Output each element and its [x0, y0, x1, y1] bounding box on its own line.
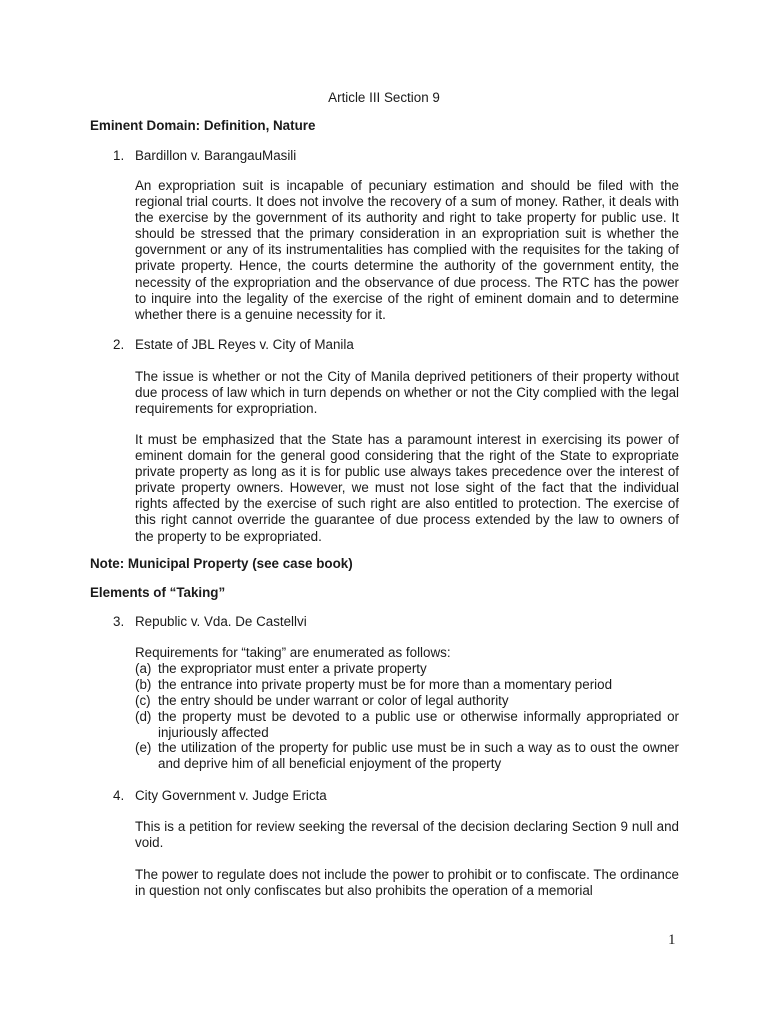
page-title: Article III Section 9 [328, 90, 440, 105]
requirement-label: (b) [135, 677, 152, 692]
case-number: 3. [113, 614, 125, 629]
requirement-label: (c) [135, 693, 151, 708]
requirement-text: the entrance into private property must be for more than a momentary period [158, 677, 613, 692]
case-paragraph: The power to regulate does not include the power to prohibit or to confiscate. The ordinance in question not only confiscates but also prohibits the operation of a memorial [135, 867, 679, 899]
requirement-item [135, 677, 679, 693]
case-number: 2. [113, 337, 125, 352]
case-item [113, 788, 327, 803]
heading-taking: Elements of “Taking” [90, 585, 226, 600]
case-title: Bardillon v. BarangauMasili [135, 148, 297, 163]
requirements-intro: Requirements for “taking” are enumerated as follows: [135, 645, 451, 660]
case-item [113, 337, 354, 352]
case-item [113, 614, 307, 629]
requirement-item [135, 661, 679, 677]
requirement-text: the property must be devoted to a public use or otherwise informally appropriated or injuriously affected [158, 709, 679, 740]
case-title: Republic v. Vda. De Castellvi [135, 614, 307, 629]
heading-note: Note: Municipal Property (see case book) [90, 556, 353, 571]
case-title: Estate of JBL Reyes v. City of Manila [135, 337, 354, 352]
requirement-text: the utilization of the property for public use must be in such a way as to oust the owner and deprive him of all beneficial enjoyment of the property [158, 740, 679, 771]
requirement-item [135, 740, 679, 772]
requirement-item [135, 693, 679, 709]
requirement-label: (d) [135, 709, 152, 724]
page-number: 1 [668, 932, 676, 948]
requirement-item [135, 709, 679, 741]
case-paragraph: An expropriation suit is incapable of pecuniary estimation and should be filed with the regional trial courts. It does not involve the recovery of a sum of money. Rather, it deals with the exercise by the government of its authority and right to take property for public use. It should be stressed that the primary consideration in an expropriation suit is whether the government or any of its instrumentalities has complied with the requisites for the taking of private property. Hence, the courts determine the authority of the government entity, the necessity of the expropriation and the observance of due process. The RTC has the power to inquire into the legality of the exercise of the right of eminent domain and to determine whether there is a genuine necessity for it. [135, 178, 679, 322]
case-paragraph: The issue is whether or not the City of Manila deprived petitioners of their property without due process of law which in turn depends on whether or not the City complied with the legal requirements for expropriation. [135, 369, 679, 417]
case-item [113, 148, 296, 163]
case-paragraph: It must be emphasized that the State has a paramount interest in exercising its power of eminent domain for the general good considering that the right of the State to expropriate private property as long as it is for public use always takes precedence over the interest of private property owners. However, we must not lose sight of the fact that the individual rights affected by the exercise of such right are also entitled to protection. The exercise of this right cannot override the guarantee of due process extended by the law to owners of the property to be expropriated. [135, 432, 679, 544]
heading-eminent-domain: Eminent Domain: Definition, Nature [90, 118, 316, 133]
requirement-text: the expropriator must enter a private property [158, 661, 427, 676]
case-paragraph: This is a petition for review seeking the reversal of the decision declaring Section 9 null and void. [135, 819, 679, 851]
case-title: City Government v. Judge Ericta [135, 788, 327, 803]
case-number: 1. [113, 148, 125, 163]
requirement-text: the entry should be under warrant or color of legal authority [158, 693, 509, 708]
requirement-label: (a) [135, 661, 152, 676]
case-number: 4. [113, 788, 125, 803]
requirement-label: (e) [135, 740, 152, 755]
